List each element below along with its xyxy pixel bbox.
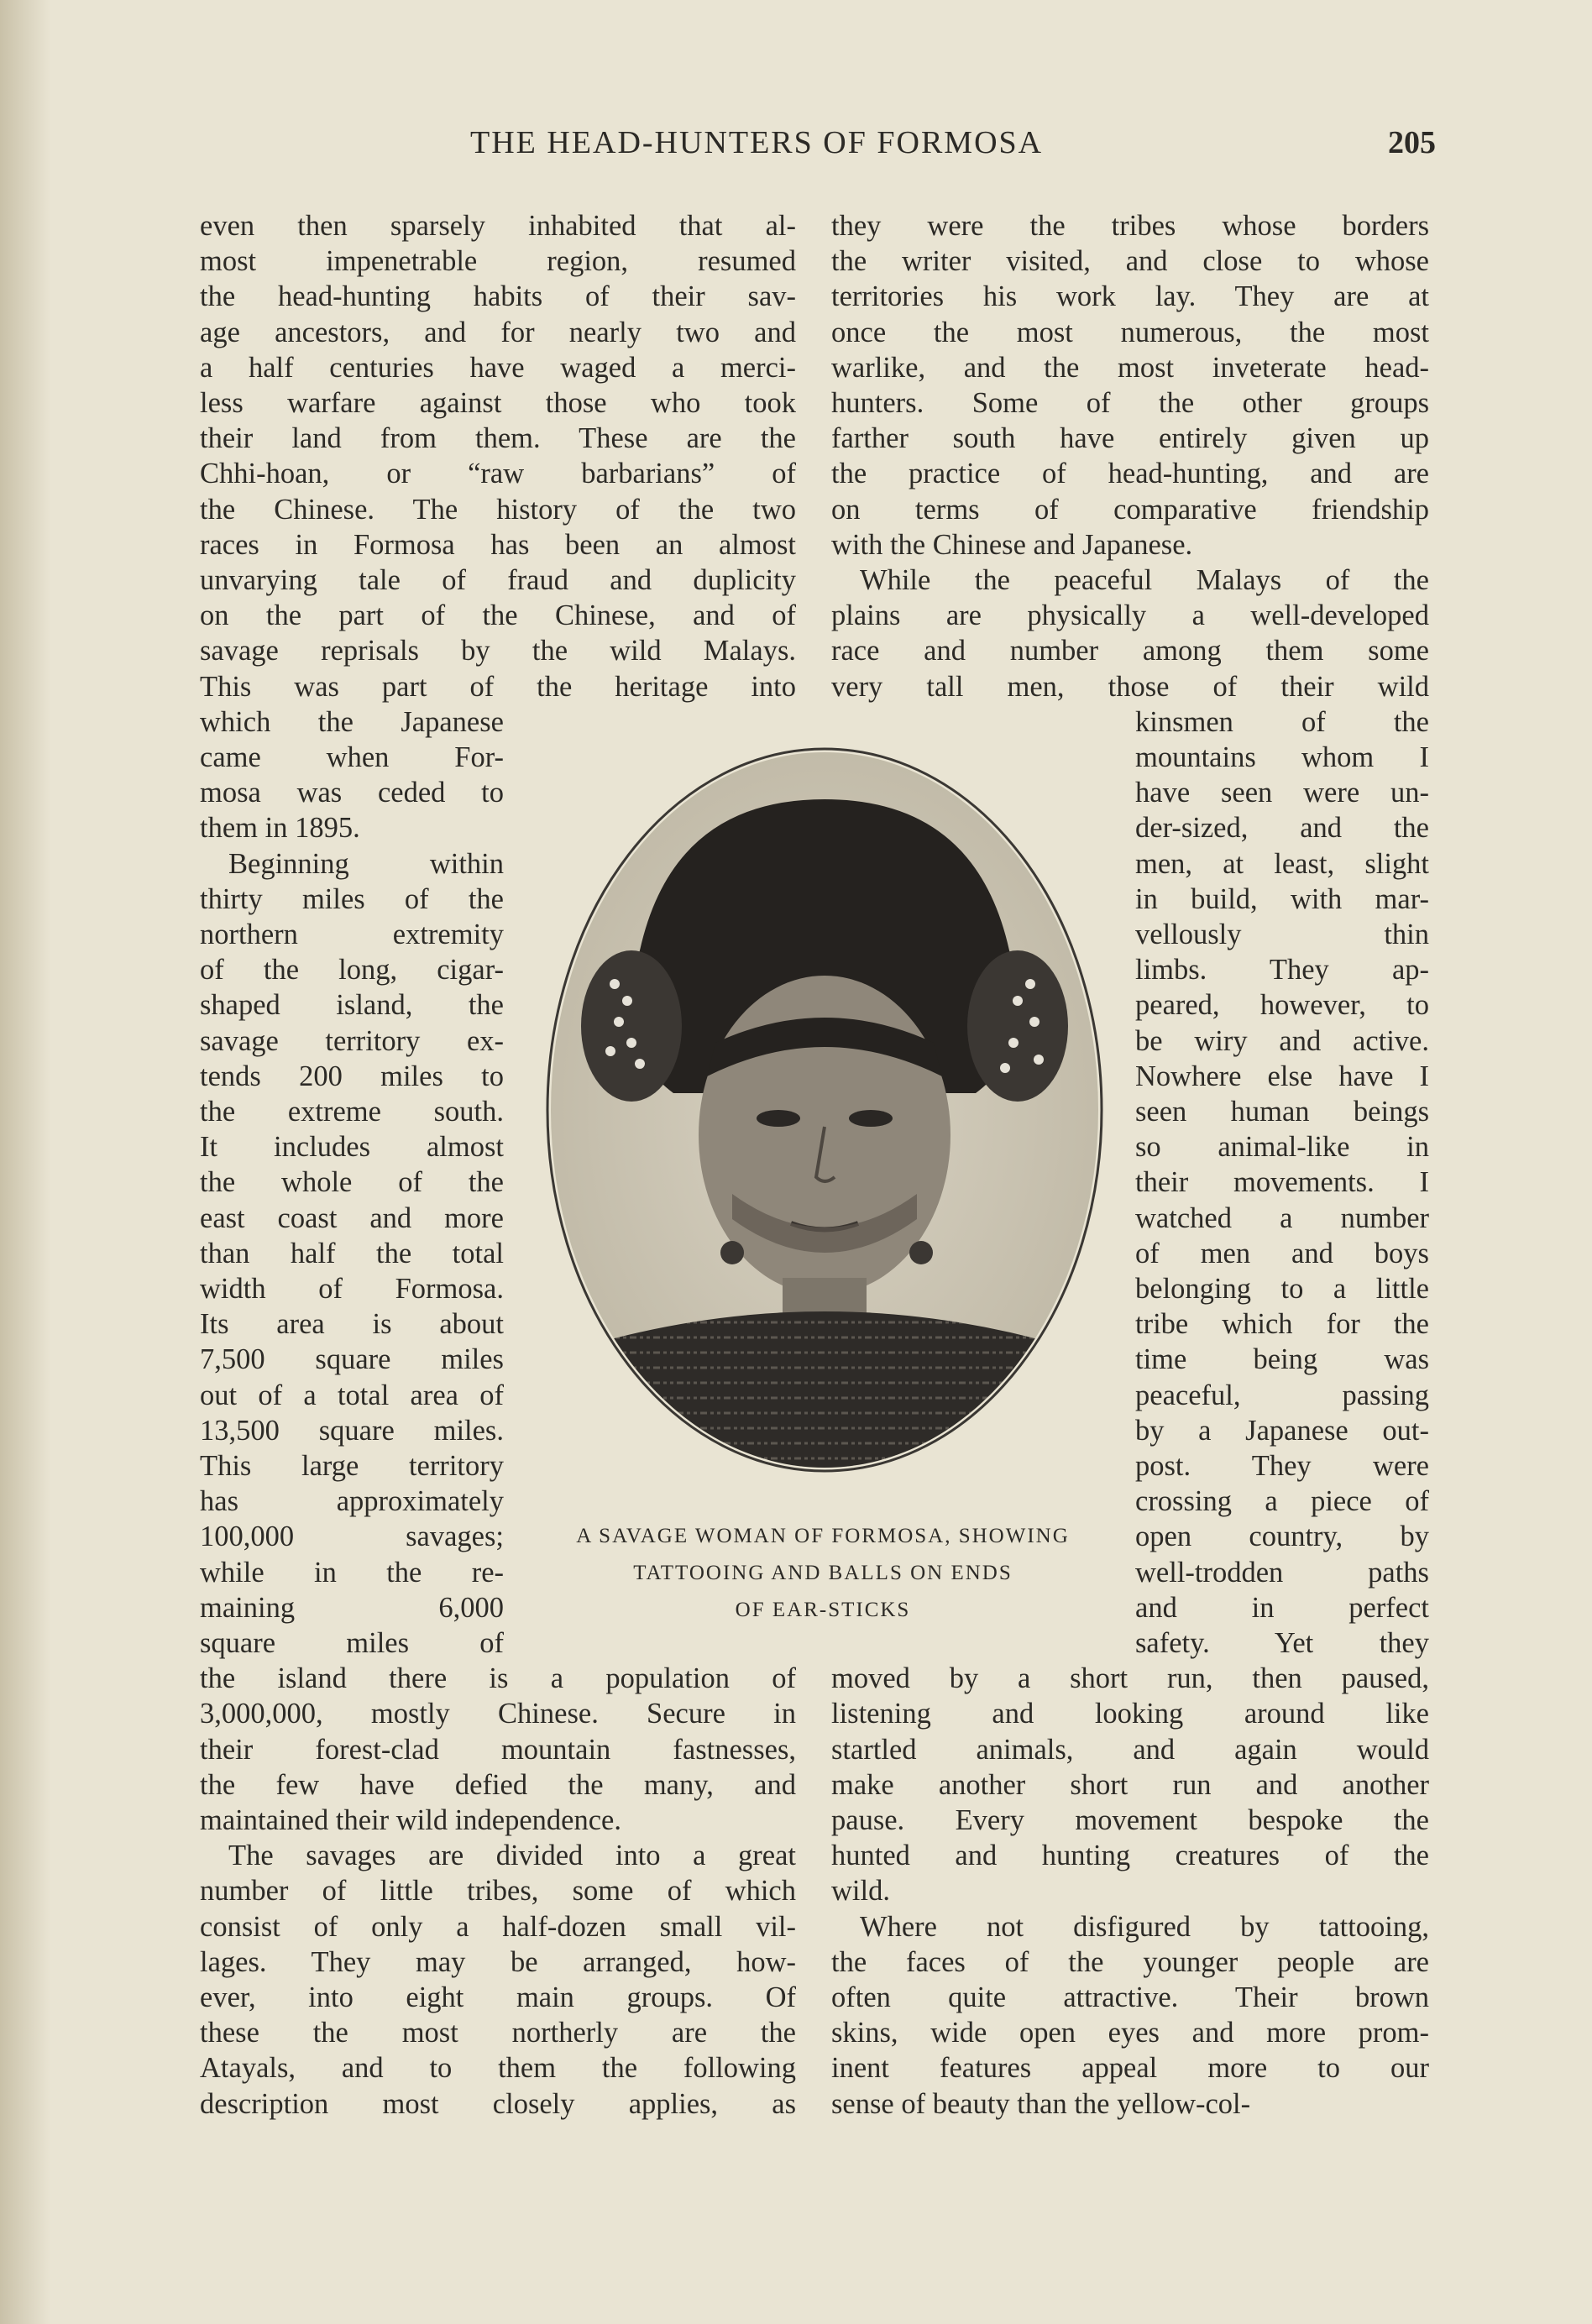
text-line: be wiry and active.	[1135, 1025, 1429, 1057]
text-line: skins, wide open eyes and more prom-	[831, 2017, 1429, 2049]
text-line: by a Japanese out-	[1135, 1415, 1429, 1447]
text-line: peaceful, passing	[1135, 1379, 1429, 1411]
text-line: with the Chinese and Japanese.	[831, 529, 1193, 561]
text-line: tends 200 miles to	[200, 1060, 504, 1092]
text-line: The savages are divided into a great	[228, 1840, 796, 1871]
caption-line: TATTOOING AND BALLS ON ENDS	[633, 1562, 1013, 1584]
text-line: came when For-	[200, 741, 504, 773]
text-line: Where not disfigured by tattooing,	[860, 1911, 1429, 1943]
text-line: the writer visited, and close to whose	[831, 245, 1429, 277]
text-line: less warfare against those who took	[200, 387, 796, 419]
text-line: hunters. Some of the other groups	[831, 387, 1429, 419]
text-line: It includes almost	[200, 1131, 504, 1163]
text-line: even then sparsely inhabited that al-	[200, 210, 796, 242]
page-gutter	[0, 0, 50, 2324]
text-line: Atayals, and to them the following	[200, 2052, 796, 2084]
text-line: of the long, cigar-	[200, 954, 504, 986]
text-line: kinsmen of the	[1135, 706, 1429, 738]
text-line: very tall men, those of their wild	[831, 671, 1429, 703]
text-line: maintained their wild independence.	[200, 1804, 621, 1836]
text-line: the Chinese. The history of the two	[200, 494, 796, 526]
text-line: safety. Yet they	[1135, 1627, 1429, 1659]
text-line: Nowhere else have I	[1135, 1060, 1429, 1092]
text-line: have seen were un-	[1135, 777, 1429, 809]
text-line: 3,000,000, mostly Chinese. Secure in	[200, 1698, 796, 1730]
text-line: northern extremity	[200, 919, 504, 950]
text-line: Beginning within	[228, 848, 504, 880]
text-line: seen human beings	[1135, 1096, 1429, 1128]
text-line: moved by a short run, then paused,	[831, 1662, 1429, 1694]
text-line: consist of only a half-dozen small vil-	[200, 1911, 796, 1943]
text-line: mosa was ceded to	[200, 777, 504, 809]
text-line: mountains whom I	[1135, 741, 1429, 773]
portrait-figure	[539, 741, 1110, 1479]
text-line: so animal-like in	[1135, 1131, 1429, 1163]
text-line: often quite attractive. Their brown	[831, 1981, 1429, 2013]
text-line: 13,500 square miles.	[200, 1415, 504, 1447]
text-line: square miles of	[200, 1627, 504, 1659]
text-line: listening and looking around like	[831, 1698, 1429, 1730]
text-line: Its area is about	[200, 1308, 504, 1340]
caption-line: OF EAR-STICKS	[735, 1599, 911, 1621]
portrait-photo	[539, 741, 1110, 1479]
text-line: make another short run and another	[831, 1769, 1429, 1801]
text-line: the practice of head-hunting, and are	[831, 458, 1429, 489]
text-line: they were the tribes whose borders	[831, 210, 1429, 242]
text-line: post. They were	[1135, 1450, 1429, 1482]
text-line: crossing a piece of	[1135, 1485, 1429, 1517]
text-line: races in Formosa has been an almost	[200, 529, 796, 561]
text-line: these the most northerly are the	[200, 2017, 796, 2049]
text-line: time being was	[1135, 1343, 1429, 1375]
page-number: 205	[1388, 125, 1436, 160]
text-line: watched a number	[1135, 1202, 1429, 1234]
text-line: which the Japanese	[200, 706, 504, 738]
text-line: age ancestors, and for nearly two and	[200, 317, 796, 348]
text-line: on the part of the Chinese, and of	[200, 599, 796, 631]
text-line: lages. They may be arranged, how-	[200, 1946, 796, 1978]
text-line: the whole of the	[200, 1166, 504, 1198]
text-line: startled animals, and again would	[831, 1734, 1429, 1766]
running-header	[202, 124, 1436, 175]
text-line: their movements. I	[1135, 1166, 1429, 1198]
text-line: territories his work lay. They are at	[831, 280, 1429, 312]
text-line: shaped island, the	[200, 989, 504, 1021]
text-line: While the peaceful Malays of the	[860, 564, 1429, 596]
text-line: farther south have entirely given up	[831, 422, 1429, 454]
text-line: out of a total area of	[200, 1379, 504, 1411]
text-line: description most closely applies, as	[200, 2088, 796, 2120]
text-line: the few have defied the many, and	[200, 1769, 796, 1801]
text-line: on terms of comparative friendship	[831, 494, 1429, 526]
text-line: most impenetrable region, resumed	[200, 245, 796, 277]
text-line: wild.	[831, 1875, 890, 1907]
text-line: unvarying tale of fraud and duplicity	[200, 564, 796, 596]
text-line: limbs. They ap-	[1135, 954, 1429, 986]
text-line: This was part of the heritage into	[200, 671, 796, 703]
text-line: pause. Every movement bespoke the	[831, 1804, 1429, 1836]
text-line: a half centuries have waged a merci-	[200, 352, 796, 384]
text-line: the head-hunting habits of their sav-	[200, 280, 796, 312]
figure-caption	[512, 1518, 1134, 1629]
text-line: of men and boys	[1135, 1238, 1429, 1269]
text-line: 100,000 savages;	[200, 1521, 504, 1552]
text-line: plains are physically a well-developed	[831, 599, 1429, 631]
text-line: has approximately	[200, 1485, 504, 1517]
text-line: race and number among them some	[831, 635, 1429, 667]
text-line: than half the total	[200, 1238, 504, 1269]
text-line: maining 6,000	[200, 1592, 504, 1624]
text-line: This large territory	[200, 1450, 504, 1482]
text-line: inent features appeal more to our	[831, 2052, 1429, 2084]
text-line: once the most numerous, the most	[831, 317, 1429, 348]
text-line: while in the re-	[200, 1557, 504, 1589]
text-line: peared, however, to	[1135, 989, 1429, 1021]
text-line: and in perfect	[1135, 1592, 1429, 1624]
text-line: in build, with mar-	[1135, 883, 1429, 915]
caption-line: A SAVAGE WOMAN OF FORMOSA, SHOWING	[576, 1525, 1070, 1547]
text-line: men, at least, slight	[1135, 848, 1429, 880]
text-line: ever, into eight main groups. Of	[200, 1981, 796, 2013]
text-line: number of little tribes, some of which	[200, 1875, 796, 1907]
text-line: thirty miles of the	[200, 883, 504, 915]
text-line: their forest-clad mountain fastnesses,	[200, 1734, 796, 1766]
text-line: the extreme south.	[200, 1096, 504, 1128]
text-line: the faces of the younger people are	[831, 1946, 1429, 1978]
text-line: open country, by	[1135, 1521, 1429, 1552]
text-line: sense of beauty than the yellow-col-	[831, 2088, 1251, 2120]
text-line: 7,500 square miles	[200, 1343, 504, 1375]
running-title: THE HEAD-HUNTERS OF FORMOSA	[470, 125, 1044, 160]
text-line: well-trodden paths	[1135, 1557, 1429, 1589]
text-line: vellously thin	[1135, 919, 1429, 950]
text-line: width of Formosa.	[200, 1273, 504, 1305]
text-line: belonging to a little	[1135, 1273, 1429, 1305]
text-line: Chhi-hoan, or “raw barbarians” of	[200, 458, 796, 489]
text-line: the island there is a population of	[200, 1662, 796, 1694]
text-line: east coast and more	[200, 1202, 504, 1234]
text-line: hunted and hunting creatures of the	[831, 1840, 1429, 1871]
text-line: warlike, and the most inveterate head-	[831, 352, 1429, 384]
text-line: them in 1895.	[200, 812, 360, 844]
text-line: savage reprisals by the wild Malays.	[200, 635, 796, 667]
text-line: their land from them. These are the	[200, 422, 796, 454]
text-line: tribe which for the	[1135, 1308, 1429, 1340]
text-line: savage territory ex-	[200, 1025, 504, 1057]
text-line: der-sized, and the	[1135, 812, 1429, 844]
